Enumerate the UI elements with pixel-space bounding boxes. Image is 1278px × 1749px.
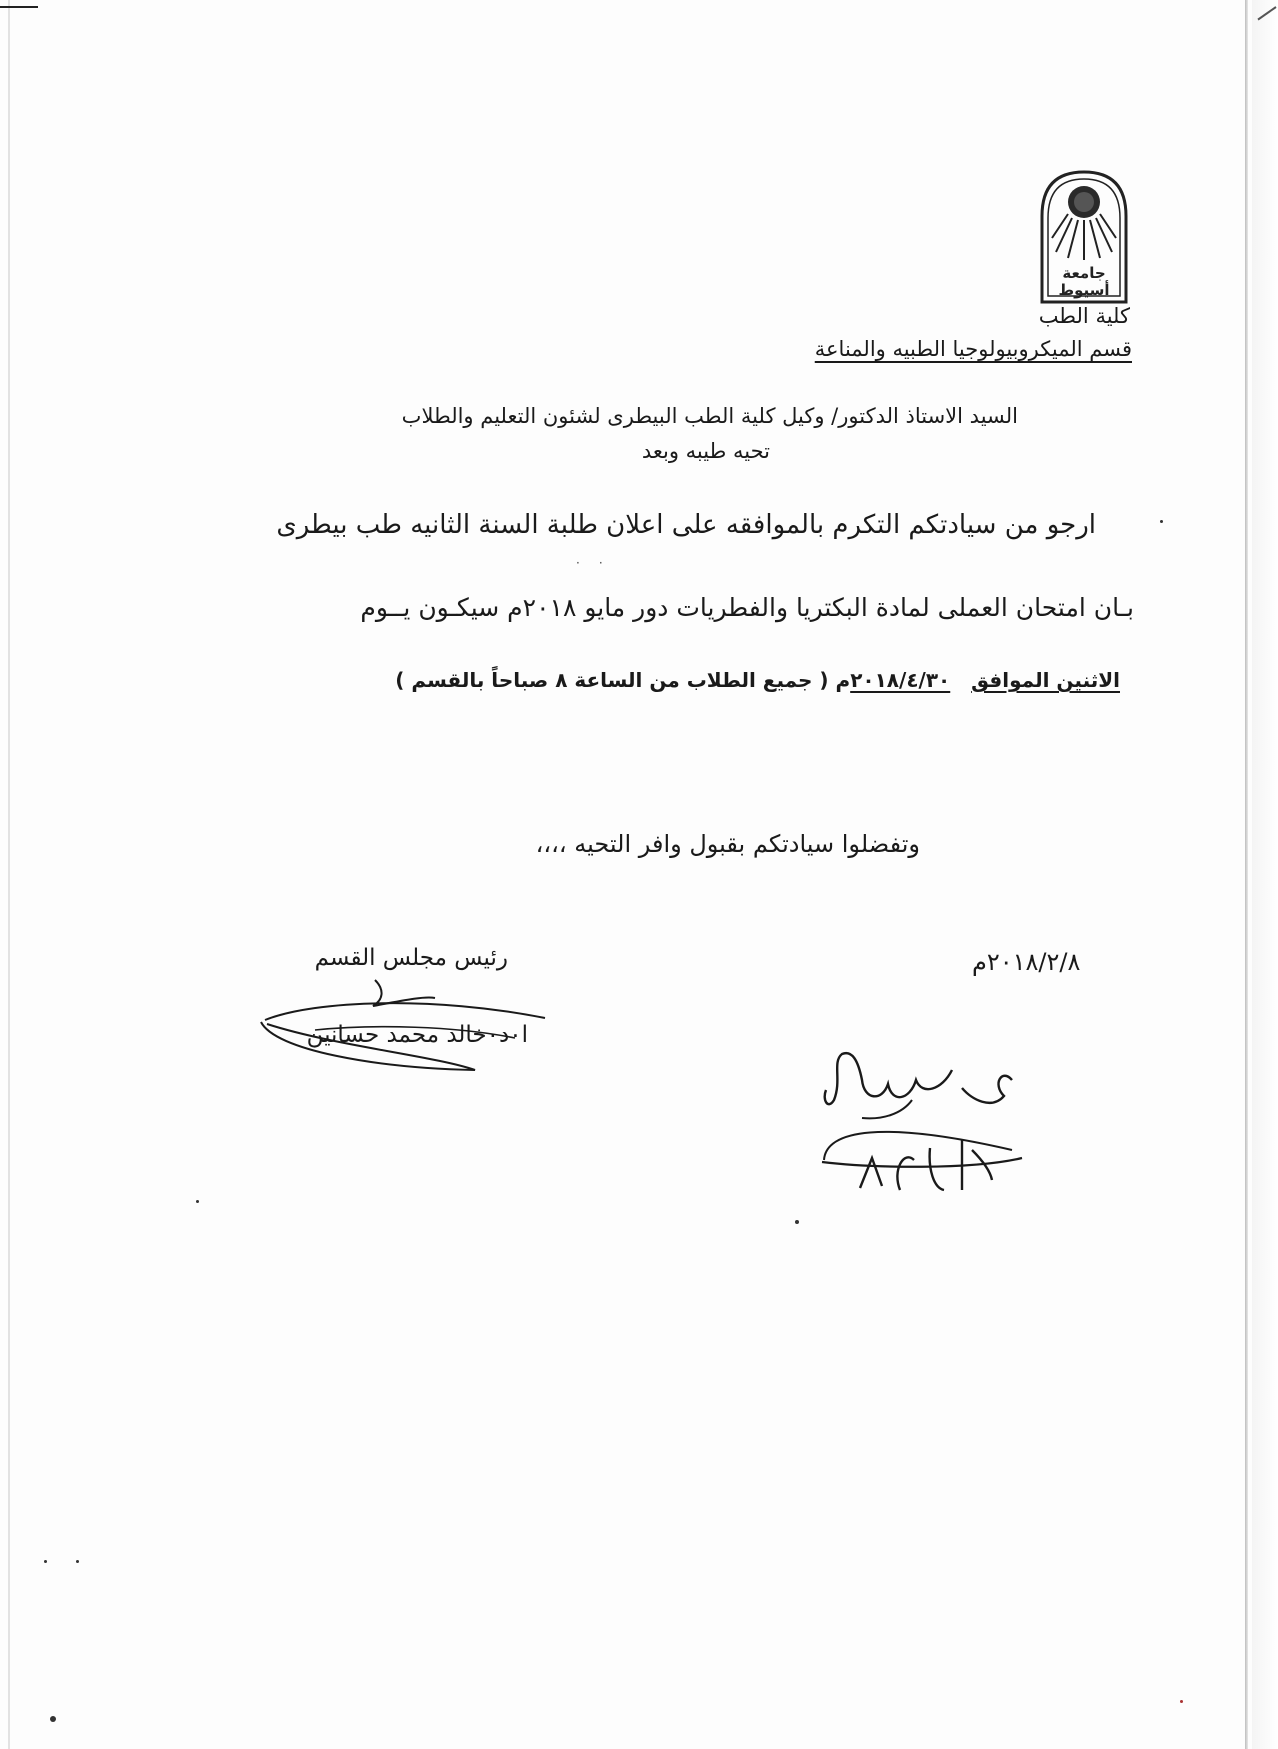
scan-speck xyxy=(50,1716,56,1722)
scan-speck xyxy=(1160,520,1163,523)
body-line-1: ارجو من سيادتكم التكرم بالموافقه على اعلان طلبة السنة الثانيه طب بيطرى xyxy=(276,510,1096,540)
corner-mark xyxy=(0,6,38,8)
scan-speck xyxy=(795,1220,799,1224)
addressee-line: السيد الاستاذ الدكتور/ وكيل كلية الطب البيطرى لشئون التعليم والطلاب xyxy=(401,404,1018,428)
scan-edge-line xyxy=(1245,0,1248,1749)
body-line-3 xyxy=(395,668,1120,692)
exam-details: م ( جميع الطلاب من الساعة ٨ صباحاً بالقسم ) xyxy=(395,668,851,692)
head-signature xyxy=(255,960,555,1080)
faculty-name: كلية الطب xyxy=(1038,304,1130,328)
letter-date: ٢٠١٨/٢/٨م xyxy=(972,948,1081,976)
scan-speck xyxy=(196,1200,199,1203)
handwritten-annotation xyxy=(812,1040,1042,1210)
closing-line: وتفضلوا سيادتكم بقبول وافر التحيه ،،،، xyxy=(535,830,920,858)
exam-day: الاثنين الموافق xyxy=(971,668,1120,692)
exam-date: ٢٠١٨/٤/٣٠ xyxy=(850,668,951,692)
greeting-line: تحيه طيبه وبعد xyxy=(641,439,770,463)
scan-speck xyxy=(1180,1700,1183,1703)
scan-speck xyxy=(44,1560,47,1563)
scan-speck xyxy=(76,1560,79,1563)
department-name: قسم الميكروبيولوجيا الطبيه والمناعة xyxy=(814,337,1132,361)
university-logo xyxy=(1038,168,1130,304)
department-head-name: ا٠د٠خالد محمد حسانين xyxy=(306,1022,528,1048)
svg-text:جامعة: جامعة xyxy=(1062,264,1106,282)
svg-text:أسيوط: أسيوط xyxy=(1058,281,1110,299)
scan-edge-shadow xyxy=(1252,0,1278,1749)
scan-dots: · · xyxy=(576,556,603,570)
scan-edge-left xyxy=(8,0,10,1749)
body-line-2: بـان امتحان العملى لمادة البكتريا والفطريات دور مايو ٢٠١٨م سيكـون يــوم xyxy=(360,593,1134,622)
department-head-title: رئيس مجلس القسم xyxy=(314,945,508,971)
